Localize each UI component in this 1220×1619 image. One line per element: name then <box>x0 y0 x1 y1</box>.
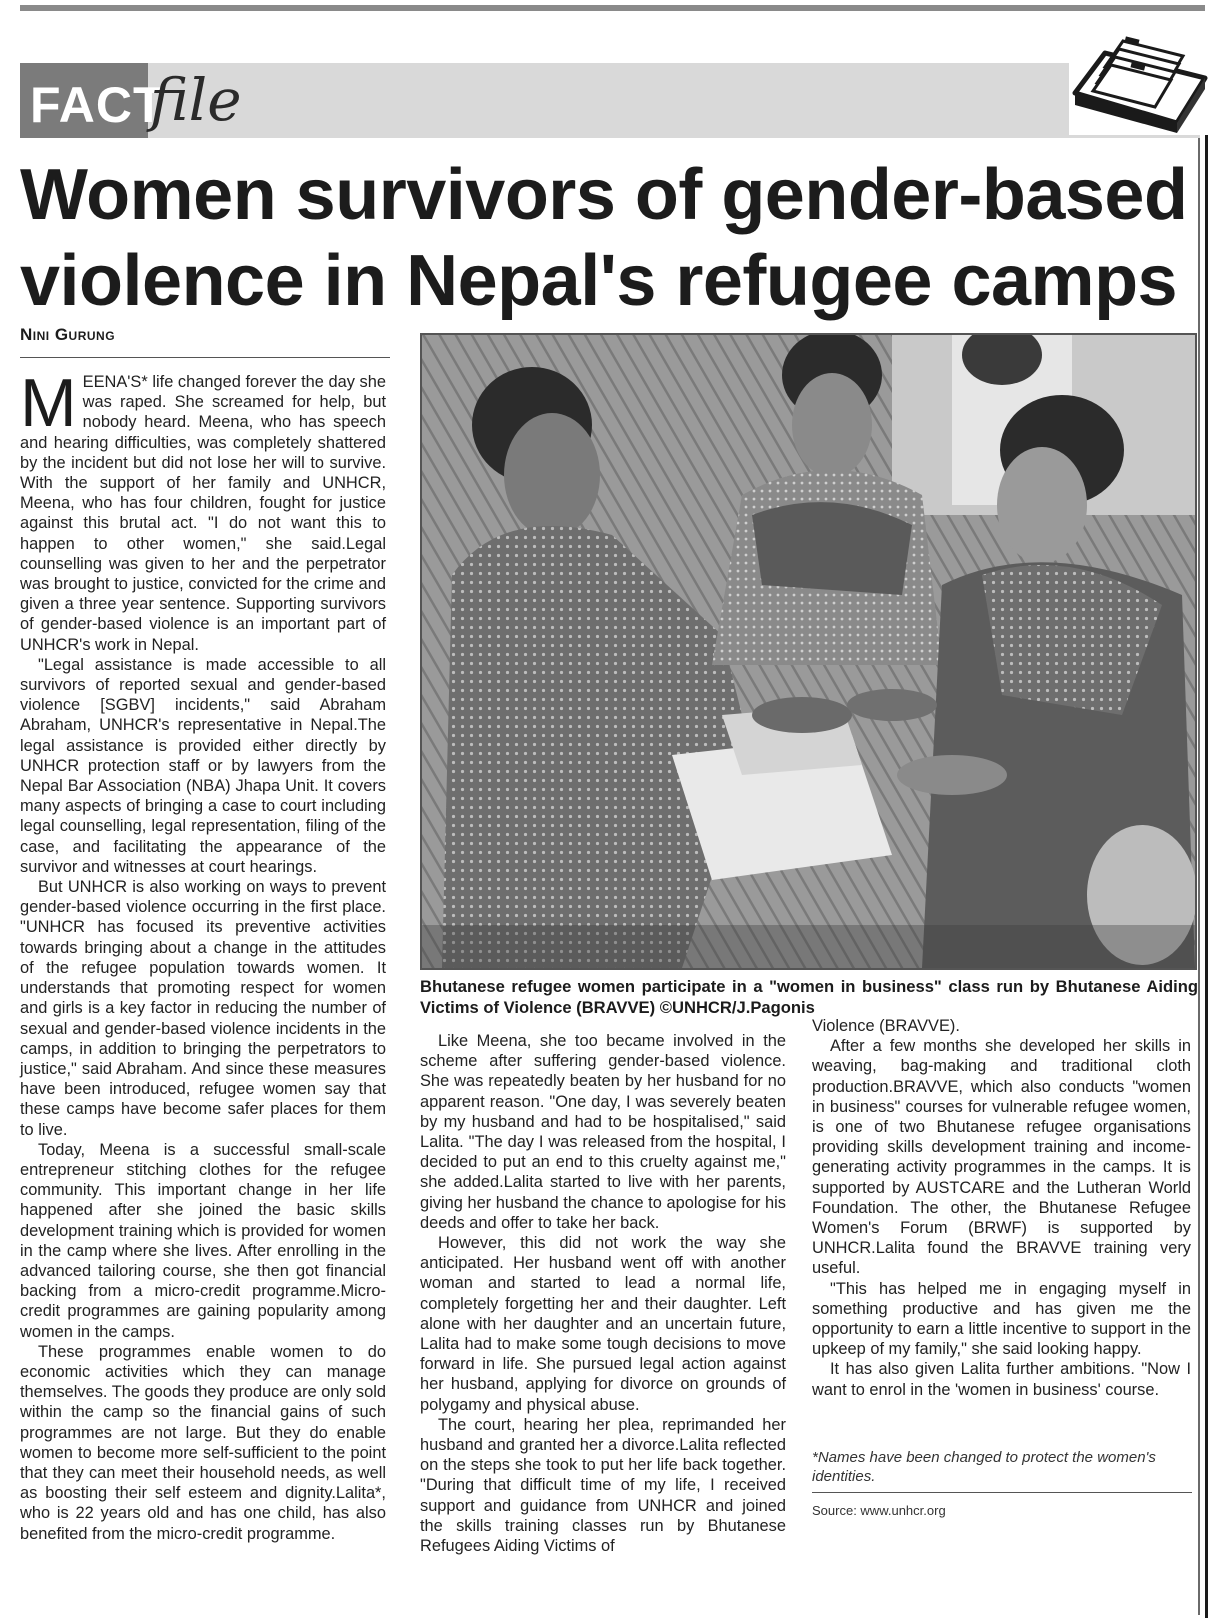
paragraph: "Legal assistance is made accessible to all survivors of reported sexual and gender-based violence [SGBV] incidents," said Abraham Abraham, UNHCR's representative in Nepal.The legal assistance is provided either directly by UNHCR protection staff or by lawyers from the Nepal Bar Association (NBA) Jhapa Unit. It covers many aspects of bringing a case to court including legal counselling, legal representation, filing of the case, and facilitating the appearance of the survivor and witnesses at court hearings. <box>20 655 386 876</box>
article-column-1 <box>20 365 386 1544</box>
article-column-3 <box>812 1016 1191 1400</box>
drop-cap: M <box>20 365 77 441</box>
names-changed-footnote: *Names have been changed to protect the women's identities. <box>812 1449 1156 1485</box>
side-rule <box>1205 28 1208 1618</box>
paragraph: Violence (BRAVVE). <box>812 1017 960 1035</box>
paragraph: Today, Meena is a successful small-scale entrepreneur stitching clothes for the refugee community. This important change in her life happened after she joined the basic skills development training which is provided for women in the camp where she lives. After enrolling in the advanced tailoring course, she then got financial backing from a micro-credit programme.Micro-credit programmes are gaining popularity among women in the camps. <box>20 1140 386 1341</box>
factfile-label-fact: FACT <box>30 77 165 133</box>
paragraph: Like Meena, she too became involved in the scheme after suffering gender-based violence. She was repeatedly beaten by her husband for no apparent reason. "One day, I was severely beaten by my husband and had to be hospitalised," said Lalita. "The day I was released from the hospital, I decided to put an end to this cruelty against me," she added.Lalita started to live with her parents, giving her husband the chance to apologise for his deeds and offer to take her back. <box>420 1032 786 1232</box>
photo-caption: Bhutanese refugee women participate in a "women in business" class run by Bhutanese Aiding Victims of Violence (BRAVVE) ©UNHCR/J.Pagonis <box>420 977 1198 1017</box>
byline-rule <box>20 357 390 358</box>
article-column-2 <box>420 1031 786 1556</box>
paragraph: It has also given Lalita further ambitions. "Now I want to enrol in the 'women in business' course. <box>812 1360 1191 1399</box>
paragraph: After a few months she developed her skills in weaving, bag-making and traditional cloth production.BRAVVE, which also conducts "women in business" courses for vulnerable refugee women, is one of two Bhutanese refugee organisations providing skills development training and income-generating activity programmes in the camps. It is supported by AUSTCARE and the Lutheran World Foundation. The other, the Bhutanese Refugee Women's Forum (BRWF) is supported by UNHCR.Lalita found the BRAVVE training very useful. <box>812 1037 1191 1278</box>
byline: Nini Gurung <box>20 325 116 344</box>
paragraph <box>20 365 386 655</box>
article-headline: Women survivors of gender-based violence in Nepal's refugee camps <box>20 155 1188 321</box>
source-rule <box>812 1492 1192 1493</box>
paragraph: But UNHCR is also working on ways to prevent gender-based violence occurring in the first place. "UNHCR has focused its preventive activities towards bringing about a change in the attitudes of the refugee population towards women. It understands that promoting respect for women and girls is a key factor in reducing the number of sexual and gender-based violence incidents in the camps, in addition to bringing the perpetrators to justice," said Abraham. And since these measures have been introduced, refugee women say that these camps have become safer places for them to live. <box>20 878 386 1139</box>
top-rule <box>20 5 1205 11</box>
source-credit: Source: www.unhcr.org <box>812 1503 946 1518</box>
factfile-label-file: file <box>150 66 242 134</box>
paragraph: The court, hearing her plea, reprimanded her husband and granted her a divorce.Lalita reflected on the steps she took to put her life back together. "During that difficult time of my life, I received support and guidance from UNHCR and joined the skills training classes run by Bhutanese Refugees Aiding Victims of <box>420 1415 786 1556</box>
paragraph: However, this did not work the way she anticipated. Her husband went off with another woman and started to lead a normal life, completely forgetting her and their daughter. Left alone with her daughter and an uncertain future, Lalita had to make some tough decisions to move forward in life. She pursued legal action against her husband, applying for divorce on grounds of polygamy and physical abuse. <box>420 1234 786 1414</box>
paragraph-text: EENA'S* life changed forever the day she was raped. She screamed for help, but nobody heard. Meena, who has speech and hearing difficulties, was completely shattered by the incident but did not lose her will to survive. With the support of her family and UNHCR, Meena, who has four children, fought for justice against this brutal act. "I do not want this to happen to other women," she said.Legal counselling was given to her and the perpetrator was brought to justice, convicted for the crime and given a three year sentence. Supporting survivors of gender-based violence is an important part of UNHCR's work in Nepal. <box>20 373 386 654</box>
photo-illustration <box>422 335 1195 968</box>
file-box-icon <box>1065 23 1213 139</box>
paragraph: "This has helped me in engaging myself in something productive and has given me the opportunity to earn a little incentive to support in the upkeep of my family," she said looking happy. <box>812 1279 1191 1359</box>
article-photo <box>420 333 1197 970</box>
paragraph: These programmes enable women to do economic activities which they can manage themselves. The goods they produce are only sold within the camp so the financial gains of such programmes are not large. But they do enable women to become more self-sufficient to the point that they can meet their household needs, as well as boosting their self esteem and dignity.Lalita*, who is 22 years old and has one child, has also benefited from the micro-credit programme. <box>20 1342 386 1543</box>
